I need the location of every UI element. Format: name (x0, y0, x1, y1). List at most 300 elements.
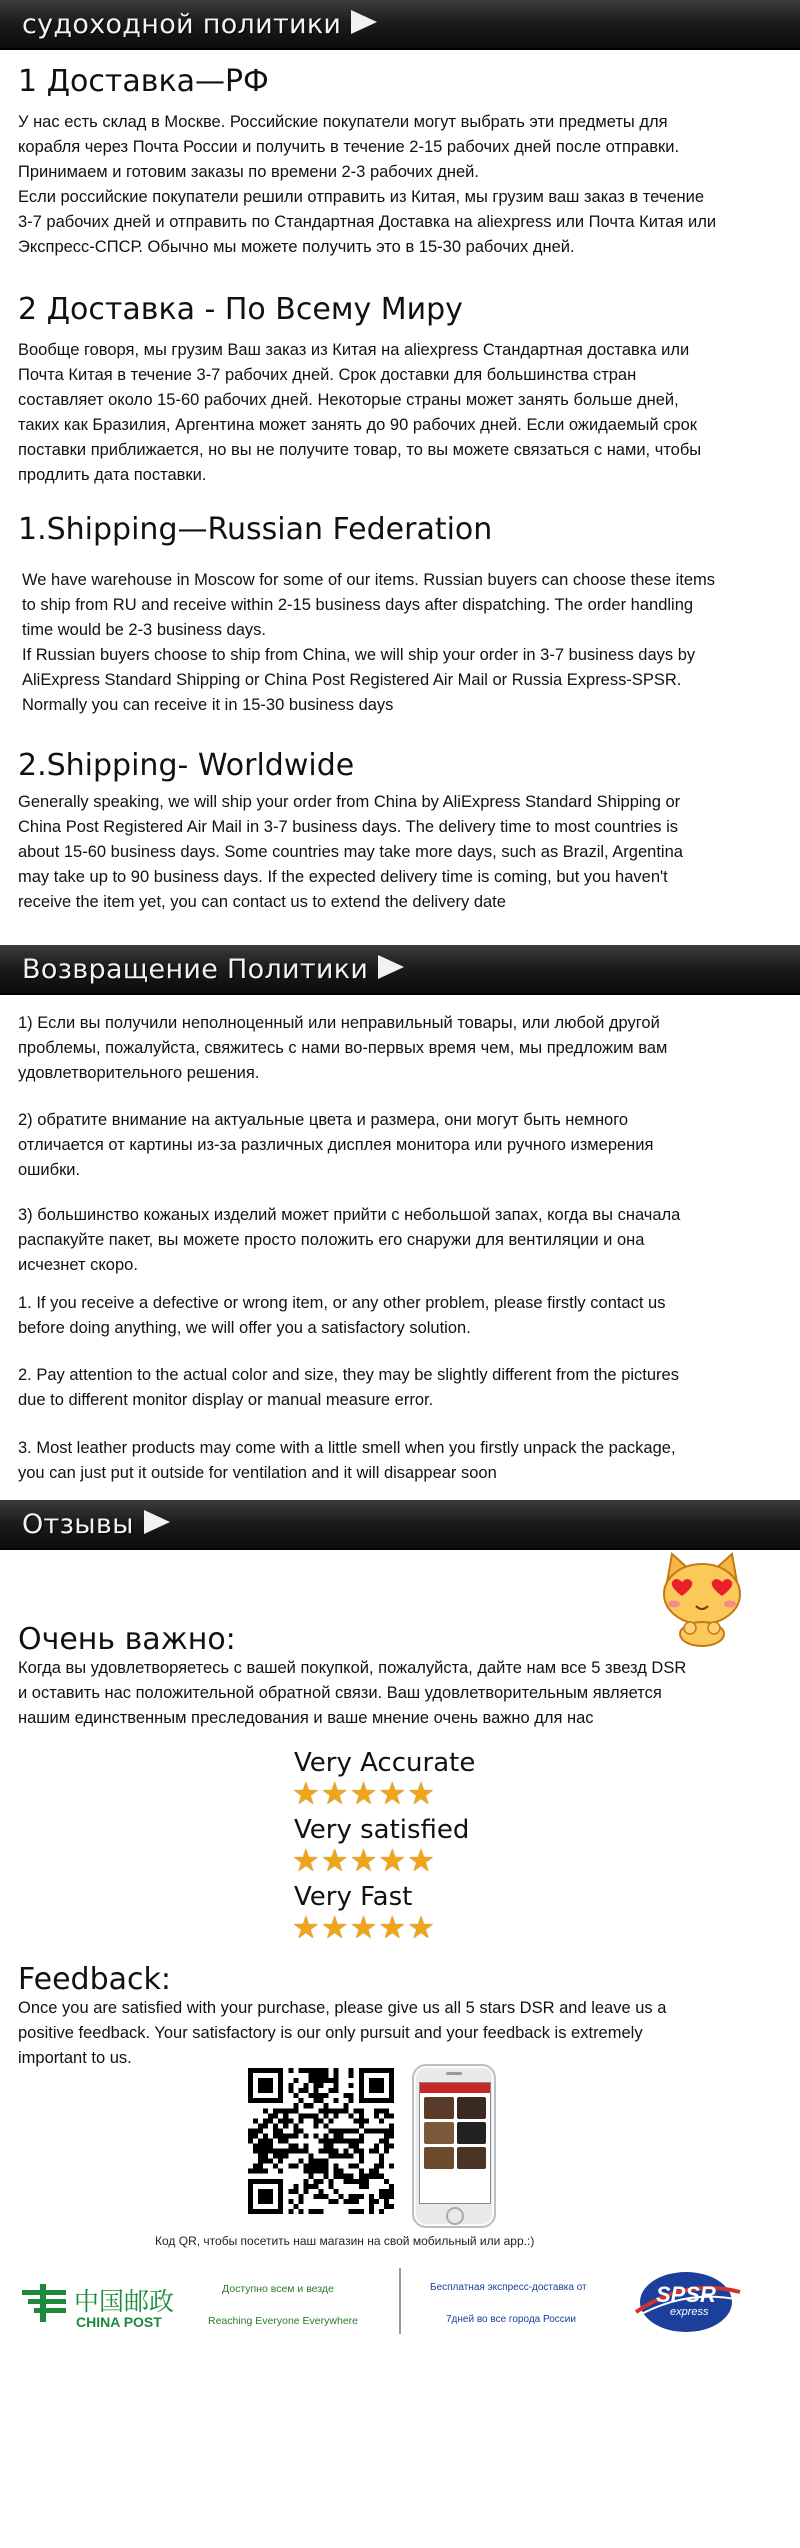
qr-module (318, 2209, 323, 2214)
shipping-en-paragraph: We have warehouse in Moscow for some of our items. Russian buyers can choose these items to ship from RU and receive within 2-15 business days after dispatching. The order handling time would be 2-3 business days. If Russian buyers choose to ship from China, we will ship your order in 3-7 business days by AliExpress Standard Shipping or China Post Registered Air Mail or Russia Express-SPSR. Normally you can receive it in 15-30 business days (22, 571, 716, 714)
qr-module (349, 2068, 354, 2073)
qr-module (258, 2088, 263, 2093)
qr-module (248, 2138, 253, 2143)
qr-module (318, 2164, 323, 2169)
bag-thumbnail (424, 2097, 454, 2119)
qr-module (288, 2088, 293, 2093)
qr-module (339, 2174, 344, 2179)
qr-module (324, 2133, 329, 2138)
returns-en-item-1: 1. If you receive a defective or wrong item, or any other problem, please firstly contact us before doing anything, we will offer you a satisfactory solution. (18, 1294, 666, 1337)
qr-module (273, 2108, 278, 2113)
qr-module (253, 2098, 258, 2103)
qr-module (258, 2068, 263, 2073)
qr-module (318, 2068, 323, 2073)
qr-module (268, 2113, 273, 2118)
qr-module (248, 2169, 253, 2174)
qr-module (268, 2194, 273, 2199)
phone-screen (419, 2082, 491, 2204)
qr-module (308, 2113, 313, 2118)
qr-module (334, 2098, 339, 2103)
spsr-line-1: Бесплатная экспресс-доставка от (430, 2282, 587, 2293)
qr-module (313, 2133, 318, 2138)
qr-module (334, 2128, 339, 2133)
qr-module (339, 2133, 344, 2138)
qr-module (308, 2159, 313, 2164)
phone-speaker (446, 2072, 462, 2075)
qr-module (324, 2123, 329, 2128)
qr-module (278, 2159, 283, 2164)
qr-module (379, 2209, 384, 2214)
qr-module (318, 2093, 323, 2098)
qr-module (318, 2073, 323, 2078)
cat-heart-eyes-icon (652, 1548, 752, 1648)
qr-module (293, 2103, 298, 2108)
shipping-world-ru-heading: 2 Доставка - По Всему Миру (18, 292, 463, 327)
china-post-logo-icon (22, 2284, 66, 2322)
qr-module (288, 2199, 293, 2204)
qr-module (349, 2154, 354, 2159)
qr-module (308, 2164, 313, 2169)
qr-module (263, 2108, 268, 2113)
qr-module (263, 2078, 268, 2083)
qr-module (359, 2184, 364, 2189)
qr-module (359, 2083, 364, 2088)
qr-module (334, 2174, 339, 2179)
qr-module (318, 2083, 323, 2088)
qr-module (389, 2098, 394, 2103)
qr-module (369, 2068, 374, 2073)
qr-module (278, 2169, 283, 2174)
bag-thumbnail (457, 2097, 487, 2119)
qr-module (313, 2118, 318, 2123)
qr-module (389, 2144, 394, 2149)
qr-module (344, 2199, 349, 2204)
qr-module (258, 2128, 263, 2133)
qr-module (263, 2144, 268, 2149)
qr-module (258, 2083, 263, 2088)
qr-module (253, 2118, 258, 2123)
qr-module (253, 2179, 258, 2184)
spsr-logo (628, 2268, 744, 2336)
qr-module (248, 2128, 253, 2133)
qr-module (298, 2194, 303, 2199)
shipping-ru-paragraph: У нас есть склад в Москве. Российские покупатели могут выбрать эти предметы для корабля через Почта России и получить в течение 2-15 рабочих дней после отправки. Принимаем и готовим заказы по времени 2-3 рабочих дней. Если российские покупатели решили отправить из Китая, мы грузим ваш заказ в течение 3-7 рабочих дней и отправить по Стандартная Доставка на aliexpress или Почта Китая или Экспресс-СПСР. Обычно мы можете получить это в 15-30 рабочих дней. (18, 113, 717, 256)
qr-module (354, 2118, 359, 2123)
qr-module (374, 2149, 379, 2154)
qr-module (364, 2174, 369, 2179)
qr-module (334, 2088, 339, 2093)
china-post-cn: 中国邮政 (74, 2287, 175, 2316)
qr-module (248, 2179, 253, 2184)
qr-module (329, 2138, 334, 2143)
qr-module (273, 2133, 278, 2138)
returns-policy-title: Возвращение Политики (22, 954, 369, 985)
bag-thumbnail (424, 2122, 454, 2144)
qr-module (379, 2083, 384, 2088)
qr-module (349, 2174, 354, 2179)
phone-mockup (412, 2064, 496, 2228)
qr-module (384, 2108, 389, 2113)
qr-module (334, 2138, 339, 2143)
qr-module (268, 2189, 273, 2194)
home-button (446, 2207, 464, 2225)
qr-module (359, 2169, 364, 2174)
qr-module (298, 2088, 303, 2093)
qr-module (359, 2088, 364, 2093)
qr-module (349, 2199, 354, 2204)
qr-module (288, 2149, 293, 2154)
qr-module (324, 2078, 329, 2083)
qr-module (318, 2179, 323, 2184)
qr-module (334, 2189, 339, 2194)
qr-module (354, 2108, 359, 2113)
qr-module (324, 2174, 329, 2179)
qr-module (273, 2128, 278, 2133)
qr-module (359, 2159, 364, 2164)
qr-module (293, 2164, 298, 2169)
qr-module (298, 2149, 303, 2154)
qr-module (248, 2184, 253, 2189)
rating-stars-accurate: ★★★★★ (292, 1776, 436, 1811)
qr-module (258, 2194, 263, 2199)
feedback-heading: Feedback: (18, 1962, 171, 1997)
qr-module (329, 2179, 334, 2184)
qr-module (268, 2098, 273, 2103)
qr-module (263, 2149, 268, 2154)
qr-module (248, 2078, 253, 2083)
qr-module (389, 2068, 394, 2073)
qr-module (278, 2189, 283, 2194)
qr-module (313, 2184, 318, 2189)
qr-module (283, 2118, 288, 2123)
qr-module (374, 2098, 379, 2103)
returns-policy-banner (0, 945, 800, 995)
qr-module (324, 2108, 329, 2113)
qr-module (354, 2179, 359, 2184)
qr-module (374, 2144, 379, 2149)
qr-module (349, 2209, 354, 2214)
qr-module (334, 2154, 339, 2159)
qr-module (324, 2138, 329, 2143)
qr-module (248, 2098, 253, 2103)
qr-module (344, 2154, 349, 2159)
qr-module (263, 2083, 268, 2088)
qr-module (263, 2118, 268, 2123)
qr-module (263, 2159, 268, 2164)
bag-thumbnail (457, 2122, 487, 2144)
shipping-policy-banner (0, 0, 800, 50)
qr-module (313, 2159, 318, 2164)
qr-module (389, 2093, 394, 2098)
qr-module (354, 2128, 359, 2133)
qr-module (349, 2128, 354, 2133)
qr-module (364, 2179, 369, 2184)
qr-module (253, 2149, 258, 2154)
qr-module (379, 2068, 384, 2073)
qr-module (379, 2174, 384, 2179)
qr-module (324, 2194, 329, 2199)
qr-module (318, 2189, 323, 2194)
qr-module (379, 2088, 384, 2093)
qr-module (273, 2179, 278, 2184)
qr-module (318, 2169, 323, 2174)
shipping-world-en-paragraph: Generally speaking, we will ship your order from China by AliExpress Standard Shipping or China Post Registered Air Mail in 3-7 business days. The delivery time to most countries is about 15-60 business days. Some countries may take more days, such as Brazil, Argentina may take up to 90 business days. If the expected delivery time is coming, but you haven't receive the item yet, you can contact us to extend the delivery date (18, 793, 683, 911)
qr-module (389, 2164, 394, 2169)
qr-module (389, 2088, 394, 2093)
rating-stars-satisfied: ★★★★★ (292, 1843, 436, 1878)
qr-module (334, 2199, 339, 2204)
qr-module (293, 2133, 298, 2138)
qr-module (308, 2073, 313, 2078)
qr-module (303, 2144, 308, 2149)
qr-module (359, 2174, 364, 2179)
qr-module (293, 2123, 298, 2128)
qr-module (369, 2194, 374, 2199)
qr-module (278, 2088, 283, 2093)
qr-module (258, 2144, 263, 2149)
qr-module (303, 2164, 308, 2169)
qr-module (329, 2149, 334, 2154)
qr-module (288, 2144, 293, 2149)
qr-module (263, 2138, 268, 2143)
qr-module (389, 2113, 394, 2118)
qr-module (349, 2093, 354, 2098)
qr-module (248, 2133, 253, 2138)
qr-module (359, 2073, 364, 2078)
qr-caption: Код QR, чтобы посетить наш магазин на свой мобильный или app.:) (155, 2234, 535, 2248)
qr-module (313, 2179, 318, 2184)
qr-module (283, 2133, 288, 2138)
qr-module (318, 2138, 323, 2143)
qr-module (389, 2128, 394, 2133)
qr-module (379, 2194, 384, 2199)
qr-module (344, 2108, 349, 2113)
qr-module (334, 2164, 339, 2169)
qr-module (374, 2113, 379, 2118)
spsr-line-2: 7дней во все города России (446, 2314, 576, 2325)
qr-module (329, 2154, 334, 2159)
qr-module (334, 2068, 339, 2073)
qr-module (384, 2113, 389, 2118)
qr-module (324, 2149, 329, 2154)
arrow-right-icon (144, 1510, 170, 1534)
qr-module (263, 2199, 268, 2204)
shipping-world-ru-paragraph: Вообще говоря, мы грузим Ваш заказ из Китая на aliexpress Стандартная доставка или Почта Китая в течение 3-7 рабочих дней. Срок доставки для большинства стран составляет около 15-60 рабочих дней. Некоторые страны может занять больше дней, таких как Бразилия, Аргентина может занять до 90 рабочих дней. Если ожидаемый срок поставки приближается, но вы не получите товар, то вы можете связаться с нами, чтобы продлить дата поставки. (18, 341, 702, 484)
qr-module (278, 2138, 283, 2143)
qr-module (278, 2204, 283, 2209)
qr-module (369, 2169, 374, 2174)
qr-module (334, 2133, 339, 2138)
china-post-en: CHINA POST (76, 2314, 162, 2330)
qr-module (324, 2164, 329, 2169)
qr-module (379, 2189, 384, 2194)
qr-module (293, 2078, 298, 2083)
qr-module (263, 2189, 268, 2194)
qr-module (293, 2144, 298, 2149)
qr-module (278, 2149, 283, 2154)
qr-module (268, 2149, 273, 2154)
qr-module (359, 2179, 364, 2184)
qr-module (258, 2209, 263, 2214)
shipping-en-heading: 1.Shipping—Russian Federation (18, 512, 493, 547)
qr-module (313, 2123, 318, 2128)
qr-module (339, 2108, 344, 2113)
qr-module (369, 2098, 374, 2103)
qr-module (313, 2209, 318, 2214)
qr-module (273, 2068, 278, 2073)
qr-module (369, 2199, 374, 2204)
qr-module (298, 2209, 303, 2214)
qr-module (369, 2209, 374, 2214)
qr-module (384, 2068, 389, 2073)
qr-module (283, 2149, 288, 2154)
reviews-title: Отзывы (22, 1509, 134, 1540)
qr-module (258, 2138, 263, 2143)
qr-module (278, 2209, 283, 2214)
qr-module (313, 2083, 318, 2088)
qr-module (293, 2108, 298, 2113)
qr-module (263, 2123, 268, 2128)
qr-module (329, 2128, 334, 2133)
qr-module (308, 2154, 313, 2159)
qr-module (359, 2194, 364, 2199)
qr-module (308, 2078, 313, 2083)
qr-module (288, 2164, 293, 2169)
qr-module (334, 2083, 339, 2088)
qr-module (313, 2088, 318, 2093)
qr-module (359, 2118, 364, 2123)
qr-module (318, 2108, 323, 2113)
qr-module (354, 2144, 359, 2149)
qr-module (263, 2194, 268, 2199)
qr-module (359, 2133, 364, 2138)
qr-module (379, 2159, 384, 2164)
qr-module (364, 2098, 369, 2103)
qr-module (308, 2184, 313, 2189)
qr-module (253, 2144, 258, 2149)
qr-module (318, 2159, 323, 2164)
qr-module (293, 2184, 298, 2189)
qr-module (329, 2078, 334, 2083)
qr-module (293, 2128, 298, 2133)
slogan-ru: Доступно всем и везде (222, 2283, 334, 2295)
qr-module (389, 2123, 394, 2128)
qr-module (278, 2128, 283, 2133)
qr-module (263, 2154, 268, 2159)
qr-module (389, 2073, 394, 2078)
reviews-banner (0, 1500, 800, 1550)
qr-module (324, 2073, 329, 2078)
qr-module (344, 2179, 349, 2184)
qr-module (298, 2068, 303, 2073)
qr-module (318, 2098, 323, 2103)
qr-module (359, 2098, 364, 2103)
qr-module (268, 2088, 273, 2093)
qr-module (329, 2108, 334, 2113)
qr-module (384, 2144, 389, 2149)
qr-module (248, 2073, 253, 2078)
qr-module (359, 2209, 364, 2214)
qr-module (379, 2098, 384, 2103)
qr-module (359, 2149, 364, 2154)
qr-module (253, 2209, 258, 2214)
qr-module (379, 2164, 384, 2169)
returns-en-item-3: 3. Most leather products may come with a little smell when you firstly unpack the package, you can just put it outside for ventilation and it will disappear soon (18, 1439, 676, 1482)
qr-module (329, 2088, 334, 2093)
qr-module (344, 2093, 349, 2098)
qr-module (268, 2144, 273, 2149)
shipping-ru-heading: 1 Доставка—РФ (18, 64, 269, 99)
qr-module (324, 2103, 329, 2108)
shipping-world-en-heading: 2.Shipping- Worldwide (18, 748, 355, 783)
qr-module (248, 2199, 253, 2204)
qr-module (379, 2118, 384, 2123)
qr-module (324, 2068, 329, 2073)
qr-module (308, 2103, 313, 2108)
qr-module (283, 2138, 288, 2143)
qr-module (288, 2133, 293, 2138)
qr-module (313, 2078, 318, 2083)
qr-module (273, 2164, 278, 2169)
qr-module (258, 2169, 263, 2174)
qr-module (349, 2164, 354, 2169)
qr-module (258, 2189, 263, 2194)
qr-module (359, 2078, 364, 2083)
qr-module (263, 2133, 268, 2138)
qr-module (278, 2078, 283, 2083)
qr-module (329, 2118, 334, 2123)
qr-module (374, 2108, 379, 2113)
qr-module (248, 2083, 253, 2088)
qr-module (298, 2128, 303, 2133)
qr-module (273, 2113, 278, 2118)
qr-module (374, 2083, 379, 2088)
qr-module (293, 2093, 298, 2098)
qr-module (253, 2164, 258, 2169)
qr-code[interactable] (248, 2068, 394, 2214)
qr-module (374, 2088, 379, 2093)
qr-module (379, 2078, 384, 2083)
qr-module (359, 2138, 364, 2143)
qr-module (364, 2118, 369, 2123)
qr-module (349, 2138, 354, 2143)
qr-module (273, 2149, 278, 2154)
qr-module (374, 2199, 379, 2204)
qr-module (258, 2159, 263, 2164)
qr-module (303, 2113, 308, 2118)
qr-module (369, 2204, 374, 2209)
qr-module (384, 2149, 389, 2154)
qr-module (273, 2123, 278, 2128)
qr-module (369, 2149, 374, 2154)
qr-module (283, 2113, 288, 2118)
qr-module (359, 2108, 364, 2113)
qr-module (389, 2194, 394, 2199)
qr-module (278, 2083, 283, 2088)
qr-module (379, 2154, 384, 2159)
qr-module (369, 2078, 374, 2083)
returns-ru-item-3: 3) большинство кожаных изделий может прийти с небольшой запах, когда вы сначала распакуйте пакет, вы можете просто положить его снаружи для вентиляции и она исчезнет скоро. (18, 1206, 681, 1274)
qr-module (303, 2149, 308, 2154)
qr-module (278, 2184, 283, 2189)
qr-module (308, 2209, 313, 2214)
qr-module (268, 2078, 273, 2083)
returns-ru-item-2: 2) обратите внимание на актуальные цвета и размера, они могут быть немного отличается от картины из-за различных дисплея монитора или ручного измерения ошибки. (18, 1111, 654, 1179)
qr-module (258, 2199, 263, 2204)
important-heading: Очень важно: (18, 1622, 236, 1657)
qr-module (364, 2184, 369, 2189)
qr-module (303, 2169, 308, 2174)
